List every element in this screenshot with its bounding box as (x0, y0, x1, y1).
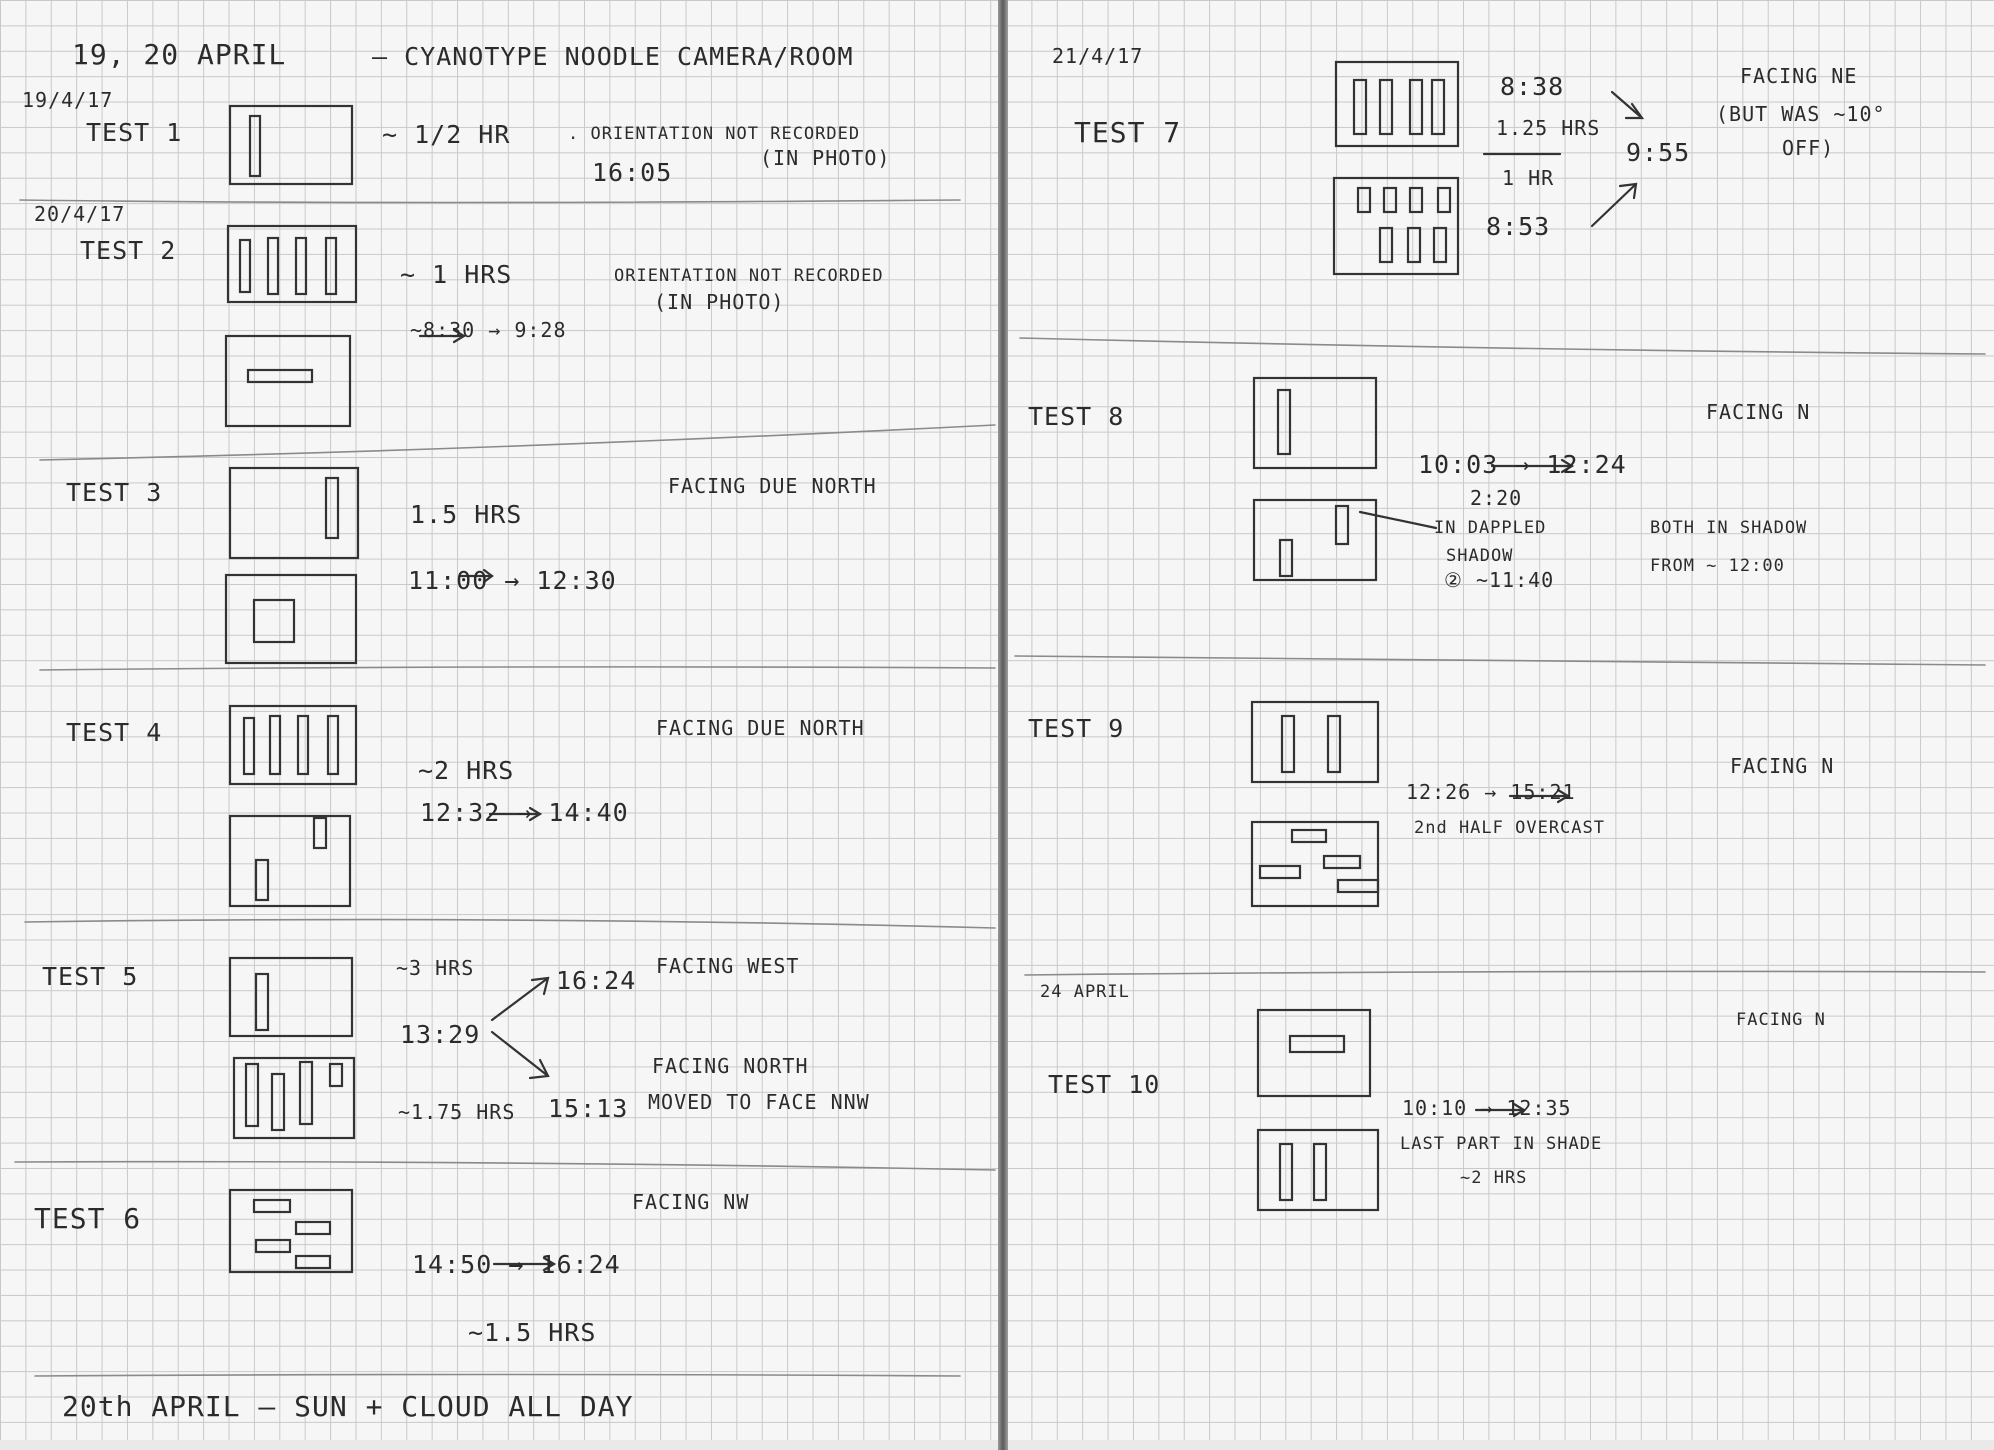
test6-label: TEST 6 (34, 1202, 142, 1235)
test4-times: 12:32 → 14:40 (420, 798, 629, 827)
test7-facing: FACING NE (1740, 64, 1858, 88)
test7-end: 9:55 (1626, 138, 1691, 167)
header-date: 19, 20 APRIL (72, 38, 287, 71)
test1-label: TEST 1 (86, 118, 183, 147)
test2-duration: ~ 1 HRS (400, 260, 513, 289)
test5-end-b: 15:13 (548, 1094, 629, 1123)
test5-duration-a: ~3 HRS (396, 956, 475, 980)
test9-overcast: 2nd HALF OVERCAST (1414, 818, 1605, 838)
test7-arrows (1484, 92, 1642, 226)
test2-orientation: ORIENTATION NOT RECORDED (614, 266, 884, 286)
test5-start: 13:29 (400, 1020, 481, 1049)
test8-time-two: ② ~11:40 (1444, 568, 1555, 592)
test2-times: ~8:30 → 9:28 (410, 318, 567, 342)
test9-times: 12:26 → 15:21 (1406, 780, 1576, 804)
test8-both-shadow: BOTH IN SHADOW (1650, 518, 1808, 538)
test8-facing: FACING N (1706, 400, 1811, 424)
test8-times: 10:03 → 12:24 (1418, 450, 1627, 479)
test1-duration: ~ 1/2 HR (382, 120, 511, 149)
test1-date: 19/4/17 (22, 88, 114, 112)
test5-facing-b: FACING NORTH (652, 1054, 809, 1078)
test9-label: TEST 9 (1028, 714, 1125, 743)
test4-facing: FACING DUE NORTH (656, 716, 865, 740)
test7-offset: (BUT WAS ~10° (1716, 102, 1886, 126)
test7-duration-b: 1 HR (1502, 166, 1555, 190)
test2-photo-note: (IN PHOTO) (654, 290, 785, 314)
test10-shade: LAST PART IN SHADE (1400, 1134, 1603, 1154)
test5-sketch (230, 958, 354, 1138)
test8-duration: 2:20 (1470, 486, 1523, 510)
test5-moved: MOVED TO FACE NNW (648, 1090, 870, 1114)
section-dividers-right (1015, 338, 1985, 975)
test7-duration-a: 1.25 HRS (1496, 116, 1601, 140)
test10-label: TEST 10 (1048, 1070, 1161, 1099)
test1-photo-note: (IN PHOTO) (760, 146, 891, 170)
test1-time: 16:05 (592, 158, 673, 187)
test8-from: FROM ~ 12:00 (1650, 556, 1785, 576)
test7-label: TEST 7 (1074, 116, 1182, 149)
test5-duration-b: ~1.75 HRS (398, 1100, 516, 1124)
test10-duration: ~2 HRS (1460, 1168, 1528, 1188)
test7-start-b: 8:53 (1486, 212, 1551, 241)
test9-facing: FACING N (1730, 754, 1835, 778)
test6-facing: FACING NW (632, 1190, 750, 1214)
test4-sketch (230, 706, 356, 906)
test6-times: 14:50 → 16:24 (412, 1250, 621, 1279)
section-dividers-left (15, 200, 995, 1376)
test10-date: 24 APRIL (1040, 982, 1130, 1002)
test2-date: 20/4/17 (34, 202, 126, 226)
test4-duration: ~2 HRS (418, 756, 515, 785)
test10-times: 10:10 → 12:35 (1402, 1096, 1572, 1120)
test4-label: TEST 4 (66, 718, 163, 747)
test10-facing: FACING N (1736, 1010, 1826, 1030)
test3-label: TEST 3 (66, 478, 163, 507)
header-title: — CYANOTYPE NOODLE CAMERA/ROOM (372, 42, 854, 71)
test8-shadow: SHADOW (1446, 546, 1514, 566)
test3-duration: 1.5 HRS (410, 500, 523, 529)
test1-sketch (230, 106, 352, 184)
test10-sketch (1258, 1010, 1378, 1210)
test2-label: TEST 2 (80, 236, 177, 265)
test9-sketch (1252, 702, 1378, 906)
test7-date: 21/4/17 (1052, 44, 1144, 68)
test8-dappled: IN DAPPLED (1434, 518, 1547, 538)
test2-sketch (226, 226, 356, 426)
test7-sketch (1334, 62, 1458, 274)
test7-offset-end: OFF) (1782, 136, 1835, 160)
test5-label: TEST 5 (42, 962, 139, 991)
test3-facing: FACING DUE NORTH (668, 474, 877, 498)
test8-label: TEST 8 (1028, 402, 1125, 431)
test8-sketch (1254, 378, 1436, 580)
test3-sketch (226, 468, 358, 663)
test6-duration: ~1.5 HRS (468, 1318, 597, 1347)
arrows-test5 (492, 978, 548, 1078)
test6-sketch (230, 1190, 352, 1272)
test7-start-a: 8:38 (1500, 72, 1565, 101)
test3-times: 11:00 → 12:30 (408, 566, 617, 595)
test1-orientation: . ORIENTATION NOT RECORDED (568, 124, 861, 144)
test5-facing-a: FACING WEST (656, 954, 800, 978)
footer-note: 20th APRIL — SUN + CLOUD ALL DAY (62, 1390, 634, 1423)
test5-end-a: 16:24 (556, 966, 637, 995)
